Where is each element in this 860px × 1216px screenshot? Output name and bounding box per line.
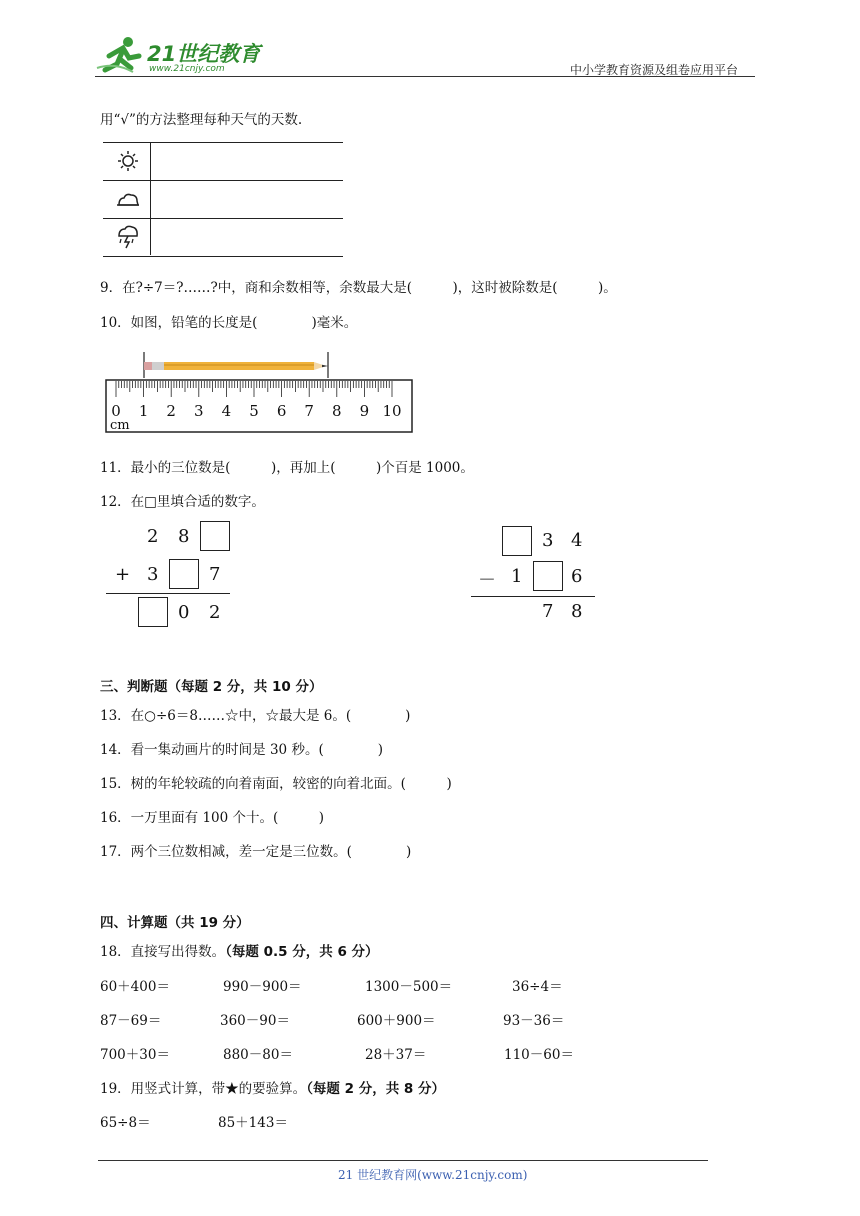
sun-icon (117, 150, 139, 172)
logo-url: www.21cnjy.com (149, 64, 225, 74)
sub-row1-blank-box[interactable] (502, 526, 532, 556)
ruler-tick-label: 7 (304, 402, 314, 420)
add-sum-line (106, 593, 230, 594)
calc-2-4: 93－36＝ (503, 1013, 565, 1029)
ruler-tick-label: 6 (276, 402, 287, 420)
question-18-text: 18．直接写出得数。 (100, 944, 226, 960)
question-18 (100, 940, 379, 960)
add-result-digit1: 0 (178, 602, 190, 623)
sub-row2-blank-box[interactable] (533, 561, 563, 591)
question-14: 14．看一集动画片的时间是 30 秒。( ) (100, 742, 383, 758)
question-17: 17．两个三位数相减，差一定是三位数。( ) (100, 844, 412, 860)
question-19 (100, 1077, 445, 1097)
calc-1-1: 60＋400＝ (100, 979, 170, 995)
footer-text: 21 世纪教育网(www.21cnjy.com) (338, 1168, 528, 1182)
sub-difference-line (471, 596, 595, 597)
question-9: 9．在?÷7＝?……?中，商和余数相等，余数最大是( )，这时被除数是( )。 (100, 280, 617, 296)
add-operator: + (115, 564, 131, 585)
question-15: 15．树的年轮较疏的向着南面，较密的向着北面。( ) (100, 776, 452, 792)
ruler-tick-label: 0 (111, 402, 121, 420)
runner-logo-icon (95, 34, 145, 76)
weather-row-sun (103, 143, 343, 181)
add-row2-blank-box[interactable] (169, 559, 199, 589)
table-column-divider (150, 142, 151, 255)
ruler-unit-label: cm (110, 418, 130, 433)
add-row1-blank-box[interactable] (200, 521, 230, 551)
logo (95, 34, 265, 76)
ruler-tick-label: 8 (332, 402, 342, 420)
calc-3-2: 880－80＝ (223, 1047, 293, 1063)
sub-result-digit2: 8 (571, 601, 583, 622)
intro-text: 用“√”的方法整理每种天气的天数. (100, 112, 303, 128)
header-rule (95, 76, 755, 77)
calc-3-3: 28＋37＝ (365, 1047, 427, 1063)
sub-result-digit1: 7 (542, 601, 554, 622)
question-19-note: （每题 2 分，共 8 分） (306, 1081, 446, 1097)
ruler-tick-label: 10 (382, 402, 402, 420)
sub-operator: － (478, 570, 496, 591)
thunderstorm-icon (116, 224, 140, 250)
calc-3-1: 700＋30＝ (100, 1047, 170, 1063)
cloudy-icon (116, 190, 140, 210)
question-18-note: （每题 0.5 分，共 6 分） (225, 944, 379, 960)
add-result-digit2: 2 (209, 602, 221, 623)
calc-1-4: 36÷4＝ (512, 979, 563, 995)
ruler-tick-label: 3 (194, 402, 204, 420)
question-12: 12．在□里填合适的数字。 (100, 494, 265, 510)
calc-3-4: 110－60＝ (504, 1047, 574, 1063)
add-row1-digit1: 2 (147, 526, 159, 547)
ruler-tick-label: 5 (249, 402, 259, 420)
ruler-tick-label: 1 (138, 402, 149, 420)
add-row1-digit2: 8 (178, 526, 190, 547)
sub-row2-digit2: 6 (571, 566, 583, 587)
logo-text: 21世纪教育 (147, 42, 261, 66)
sub-row2-digit1: 1 (511, 566, 523, 587)
question-19-item-1: 65÷8＝ (100, 1115, 151, 1131)
weather-row-cloudy (103, 181, 343, 219)
question-13: 13．在○÷6＝8……☆中，☆最大是 6。( ) (100, 708, 411, 724)
footer-rule (98, 1160, 708, 1161)
question-19-item-2: 85＋143＝ (218, 1115, 288, 1131)
question-19-text: 19．用竖式计算，带★的要验算。 (100, 1081, 307, 1097)
section-3-title: 三、判断题（每题 2 分，共 10 分） (100, 679, 323, 695)
weather-row-thunderstorm (103, 219, 343, 257)
add-row2-digit2: 7 (209, 564, 221, 585)
site-name: 中小学教育资源及组卷应用平台 (570, 63, 739, 77)
ruler-tick-label: 9 (359, 402, 370, 420)
ruler-figure (104, 350, 424, 435)
calc-2-1: 87－69＝ (100, 1013, 162, 1029)
calc-2-3: 600＋900＝ (357, 1013, 436, 1029)
sub-row1-digit1: 3 (542, 530, 554, 551)
add-result-blank-box[interactable] (138, 597, 168, 627)
add-row2-digit1: 3 (147, 564, 159, 585)
pencil (144, 362, 328, 370)
question-10: 10．如图，铅笔的长度是( )毫米。 (100, 315, 358, 331)
calc-1-3: 1300－500＝ (365, 979, 453, 995)
section-4-title: 四、计算题（共 19 分） (100, 915, 250, 931)
ruler-tick-label: 4 (221, 402, 232, 420)
calc-1-2: 990－900＝ (223, 979, 302, 995)
question-11: 11．最小的三位数是( )，再加上( )个百是 1000。 (100, 460, 474, 476)
calc-2-2: 360－90＝ (220, 1013, 290, 1029)
sub-row1-digit2: 4 (571, 530, 583, 551)
ruler-tick-label: 2 (166, 402, 176, 420)
question-16: 16．一万里面有 100 个十。( ) (100, 810, 325, 826)
